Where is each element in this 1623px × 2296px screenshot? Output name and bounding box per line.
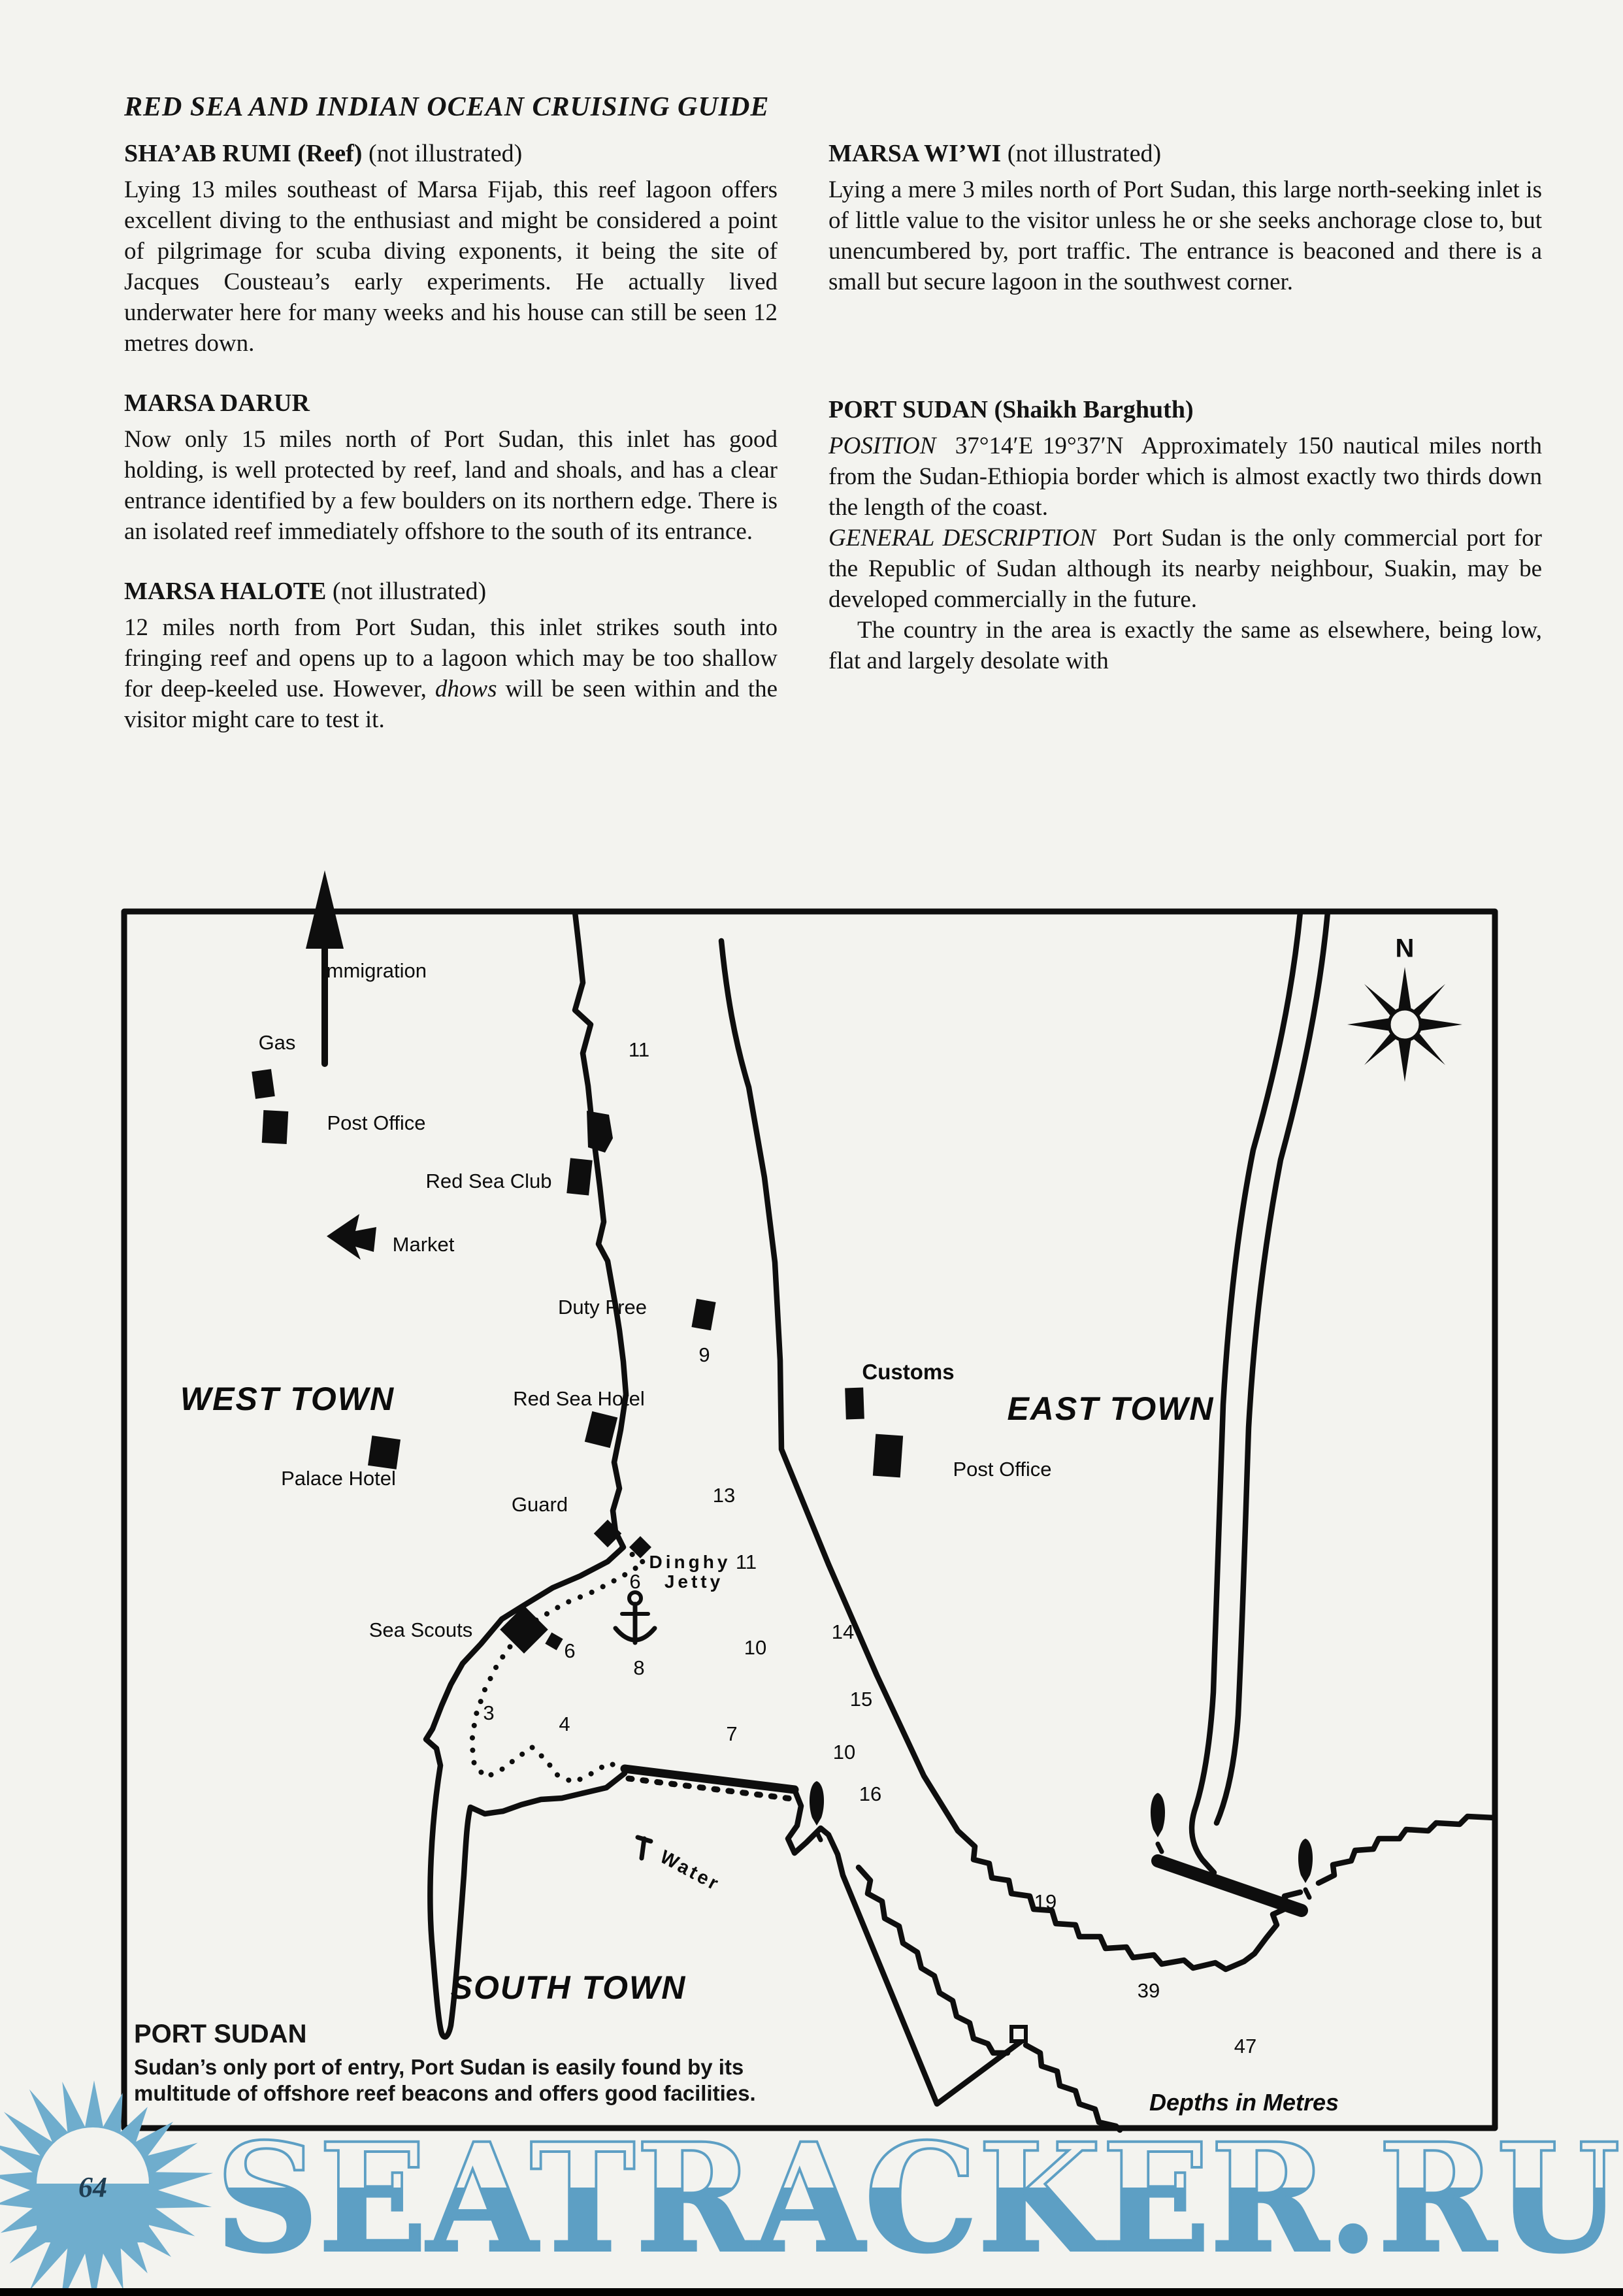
depth-number: 39	[1137, 1979, 1160, 2002]
label-jetty: Jetty	[664, 1571, 724, 1592]
text-run: Lying 13 miles southeast of Marsa Fijab, this reef lagoon offers excellent diving to the enthusiast and might be considered a point of pilgrimage for scuba diving exponents, it being the site of Jacques Cousteau’s early experiments. He actually lived underwater here for many weeks and his house can still be seen 12 metres down.	[124, 176, 778, 357]
paragraph	[124, 174, 778, 359]
heading-bold: PORT SUDAN (Shaikh Barghuth)	[828, 396, 1194, 423]
heading-bold: MARSA DARUR	[124, 389, 310, 417]
left-column	[124, 139, 778, 765]
label-duty-free: Duty Free	[557, 1296, 648, 1319]
depth-number: 19	[1034, 1890, 1057, 1913]
label-compass-n: N	[1395, 934, 1415, 963]
watermark-text: SEATRACKER.RU	[216, 2125, 1620, 2286]
heading-bold: SHA’AB RUMI (Reef)	[124, 140, 363, 167]
map-caption-line: multitude of offshore reef beacons and offers good facilities.	[134, 2081, 756, 2105]
label-red-sea-hotel: Red Sea Hotel	[513, 1387, 645, 1410]
section-marsa-darur	[124, 389, 778, 547]
depth-number: 9	[698, 1343, 710, 1366]
label-water: Water	[656, 1846, 724, 1896]
text-run-italic: GENERAL DESCRIPTION	[828, 525, 1096, 551]
text-run: The country in the area is exactly the same as elsewhere, being low, flat and largely desolate with	[828, 617, 1542, 674]
section-shaab-rumi	[124, 139, 778, 359]
sun-logo	[0, 2076, 217, 2296]
text-run-italic: dhows	[434, 676, 497, 702]
map-caption-title: PORT SUDAN	[134, 2020, 307, 2048]
depth-number: 10	[832, 1741, 856, 1763]
depth-number: 13	[712, 1484, 736, 1507]
heading-note: (not illustrated)	[326, 578, 487, 605]
paragraph	[124, 424, 778, 547]
label-sea-scouts: Sea Scouts	[369, 1618, 473, 1641]
depth-number: 16	[859, 1782, 882, 1805]
label-dinghy: Dinghy	[649, 1552, 731, 1572]
label-south-town: SOUTH TOWN	[450, 1969, 687, 2006]
label-market: Market	[392, 1233, 455, 1256]
depth-number: 10	[744, 1636, 767, 1659]
text-run: 12 miles north from Port Sudan, this inlet strikes south into fringing reef and opens up to a lagoon which may be too shallow for deep-keeled use. However,	[124, 614, 778, 702]
scan-edge-bar	[0, 2288, 1623, 2296]
depth-number: 47	[1234, 2035, 1257, 2058]
paragraph-country	[828, 615, 1542, 676]
map-caption-line: Sudan’s only port of entry, Port Sudan is easily found by its	[134, 2055, 744, 2079]
label-depths-note: Depths in Metres	[1149, 2089, 1339, 2116]
text-run: 37°14′E 19°37′N Approximately 150 nautical miles north from the Sudan-Ethiopia border which is almost exactly two thirds down the length of the coast.	[828, 433, 1542, 521]
label-post-office-east: Post Office	[953, 1458, 1052, 1481]
heading-note: (not illustrated)	[1001, 140, 1162, 167]
label-east-town: EAST TOWN	[1007, 1390, 1215, 1427]
label-gas: Gas	[258, 1031, 296, 1054]
section-heading	[124, 139, 778, 168]
text-run: Port Sudan is the only commercial port for the Republic of Sudan although its nearby neighbour, Suakin, may be developed commercially in the future.	[828, 525, 1542, 613]
depth-number: 11	[628, 1038, 650, 1061]
label-post-office-west: Post Office	[327, 1111, 426, 1134]
label-customs: Customs	[862, 1360, 955, 1384]
label-immigration: Immigration	[321, 959, 427, 982]
depth-number: 6	[629, 1570, 641, 1593]
section-heading	[124, 389, 778, 418]
page-title: RED SEA AND INDIAN OCEAN CRUISING GUIDE	[124, 92, 770, 122]
page-number: 64	[78, 2171, 107, 2203]
paragraph-general	[828, 523, 1542, 615]
section-marsa-halote	[124, 577, 778, 735]
depth-number: 8	[633, 1656, 645, 1679]
paragraph	[828, 174, 1542, 297]
section-marsa-wiwi	[828, 139, 1542, 297]
text-run: Lying a mere 3 miles north of Port Sudan, this large north-seeking inlet is of little value to the visitor unless he or she seeks anchorage close to, but unencumbered by, port traffic. The entrance is beaconed and there is a small but secure lagoon in the southwest corner.	[828, 176, 1542, 295]
watermark	[216, 2125, 1623, 2288]
map-overlay	[122, 909, 1500, 2134]
depth-number: 4	[559, 1713, 570, 1735]
depth-number: 11	[735, 1550, 757, 1573]
label-west-town: WEST TOWN	[180, 1381, 395, 1417]
depth-number: 14	[831, 1620, 855, 1643]
depth-number: 6	[564, 1639, 576, 1662]
label-guard: Guard	[511, 1493, 568, 1516]
paragraph	[124, 612, 778, 735]
paragraph-position	[828, 431, 1542, 523]
right-column	[828, 139, 1542, 676]
text-run: Now only 15 miles north of Port Sudan, this inlet has good holding, is well protected by reef, land and shoals, and has a clear entrance identified by a few boulders on its northern edge. There is an isolated reef immediately offshore to the south of its entrance.	[124, 426, 778, 545]
depth-number: 7	[726, 1722, 738, 1745]
section-heading	[124, 577, 778, 606]
section-heading-port-sudan	[828, 395, 1542, 424]
port-sudan-map	[122, 909, 1500, 2134]
depth-number: 3	[483, 1701, 495, 1724]
text-run-italic: POSITION	[828, 433, 936, 459]
heading-bold: MARSA WI’WI	[828, 140, 1002, 167]
label-red-sea-club: Red Sea Club	[425, 1170, 552, 1192]
label-palace-hotel: Palace Hotel	[281, 1467, 396, 1490]
heading-note: (not illustrated)	[362, 140, 523, 167]
map-caption	[134, 2020, 964, 2107]
depth-number: 15	[849, 1688, 873, 1711]
heading-bold: MARSA HALOTE	[124, 578, 327, 605]
section-heading	[828, 139, 1542, 168]
text-run: will be seen within and the visitor might care to test it.	[124, 676, 778, 733]
